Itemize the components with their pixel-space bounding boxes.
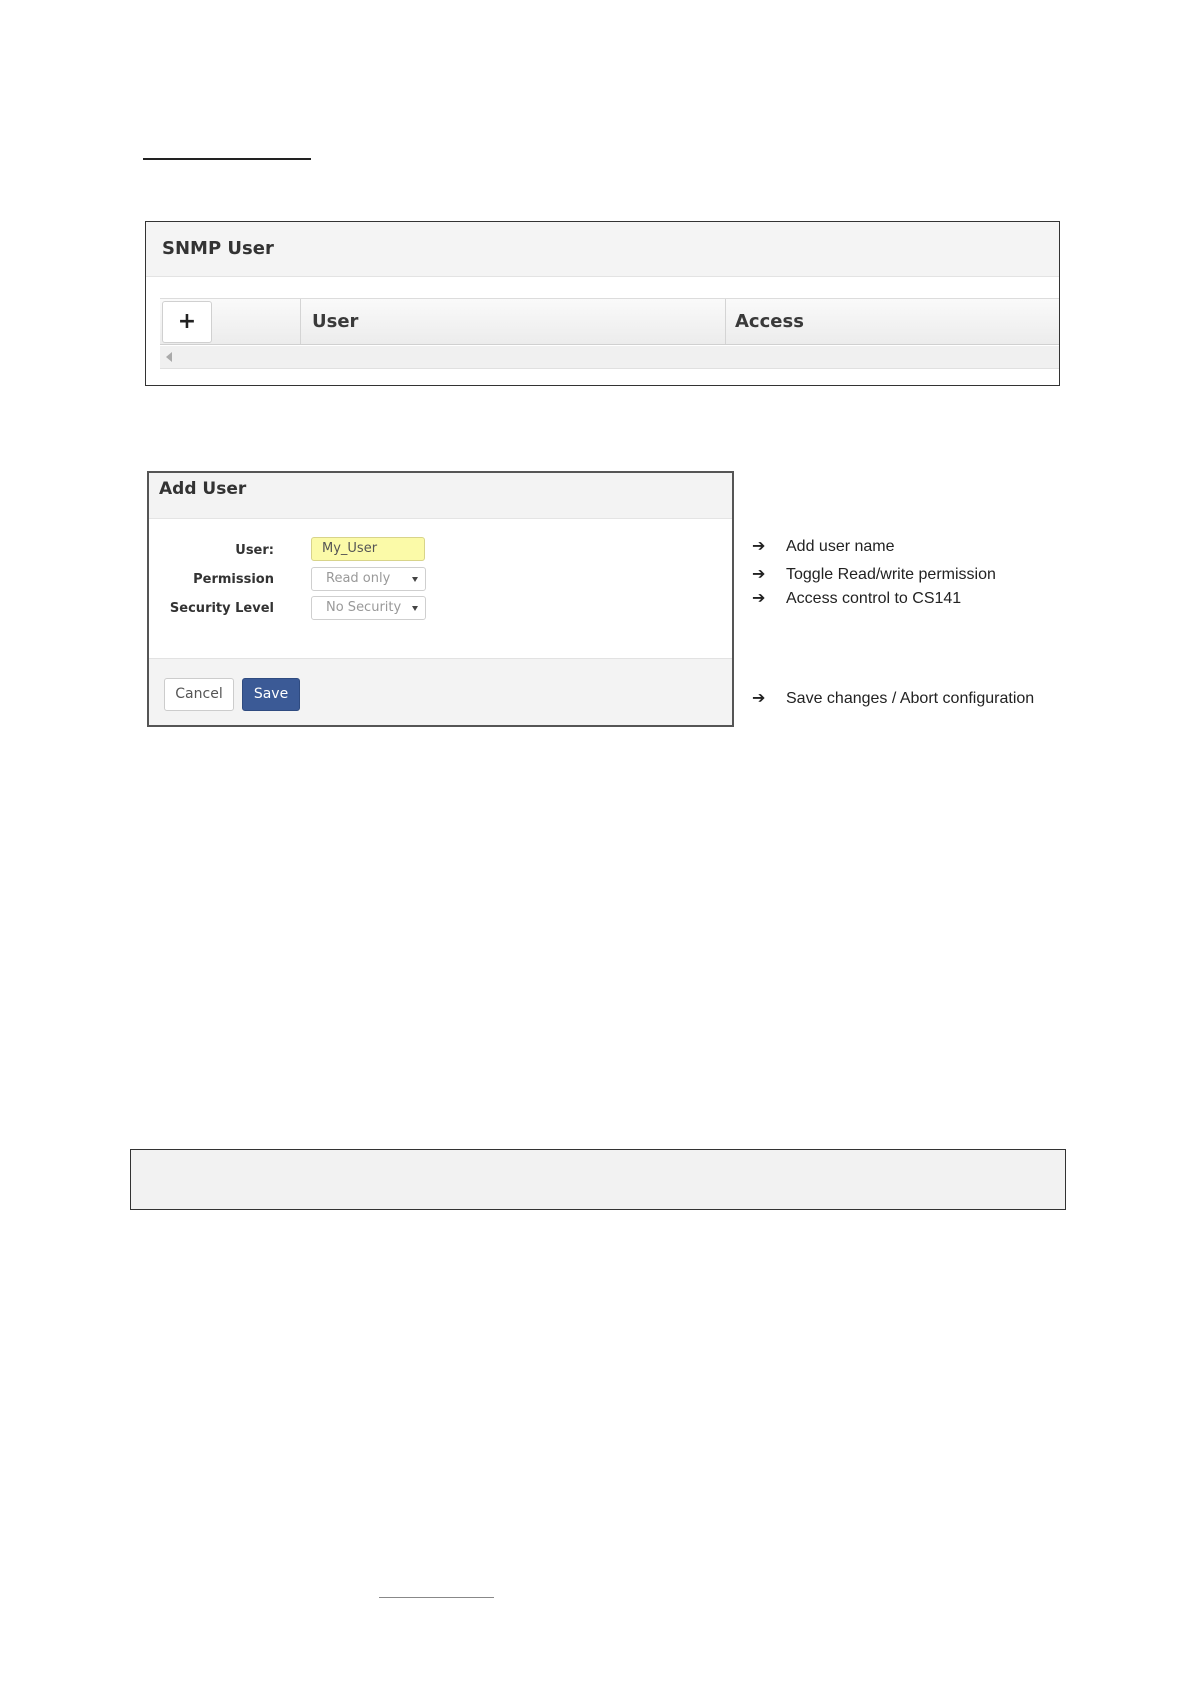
annotation-text: Save changes / Abort configuration — [786, 690, 1035, 707]
add-user-button[interactable]: + — [162, 301, 212, 343]
note-box — [130, 1149, 1066, 1210]
annotation-item — [752, 536, 895, 556]
security-level-select[interactable] — [311, 596, 426, 620]
annotation-text: Add user name — [786, 538, 895, 555]
permission-selected-value: Read only — [326, 571, 391, 586]
dialog-header — [149, 473, 732, 519]
arrow-right-icon: ➔ — [752, 688, 766, 707]
snmp-user-table-header — [160, 298, 1060, 345]
permission-label: Permission — [193, 572, 274, 587]
column-header-access[interactable]: Access — [735, 311, 804, 332]
column-divider — [300, 299, 301, 344]
security-level-label: Security Level — [169, 601, 274, 616]
scroll-left-arrow-icon[interactable] — [166, 352, 172, 362]
add-user-dialog — [147, 471, 734, 727]
section-heading-underline — [143, 158, 311, 160]
arrow-right-icon: ➔ — [752, 536, 766, 555]
annotation-text: Toggle Read/write permission — [786, 566, 996, 583]
annotation-item — [752, 688, 1034, 708]
arrow-right-icon: ➔ — [752, 564, 766, 583]
permission-select[interactable] — [311, 567, 426, 591]
column-header-user[interactable]: User — [312, 311, 359, 332]
cancel-button[interactable]: Cancel — [164, 678, 234, 711]
security-level-selected-value: No Security — [326, 600, 402, 615]
chevron-down-icon — [412, 577, 418, 582]
column-divider — [725, 299, 726, 344]
save-button[interactable]: Save — [242, 678, 300, 711]
annotation-text: Access control to CS141 — [786, 590, 962, 607]
footer-rule — [379, 1597, 494, 1598]
user-label: User: — [235, 543, 274, 558]
annotation-item — [752, 588, 961, 608]
snmp-user-panel — [145, 221, 1060, 386]
annotation-item — [752, 564, 996, 584]
arrow-right-icon: ➔ — [752, 588, 766, 607]
dialog-footer — [149, 658, 732, 726]
snmp-panel-header — [146, 222, 1059, 277]
user-name-input[interactable]: My_User — [311, 537, 425, 561]
snmp-panel-title: SNMP User — [162, 238, 274, 259]
dialog-title: Add User — [159, 479, 247, 499]
horizontal-scrollbar[interactable] — [160, 346, 1060, 369]
chevron-down-icon — [412, 606, 418, 611]
